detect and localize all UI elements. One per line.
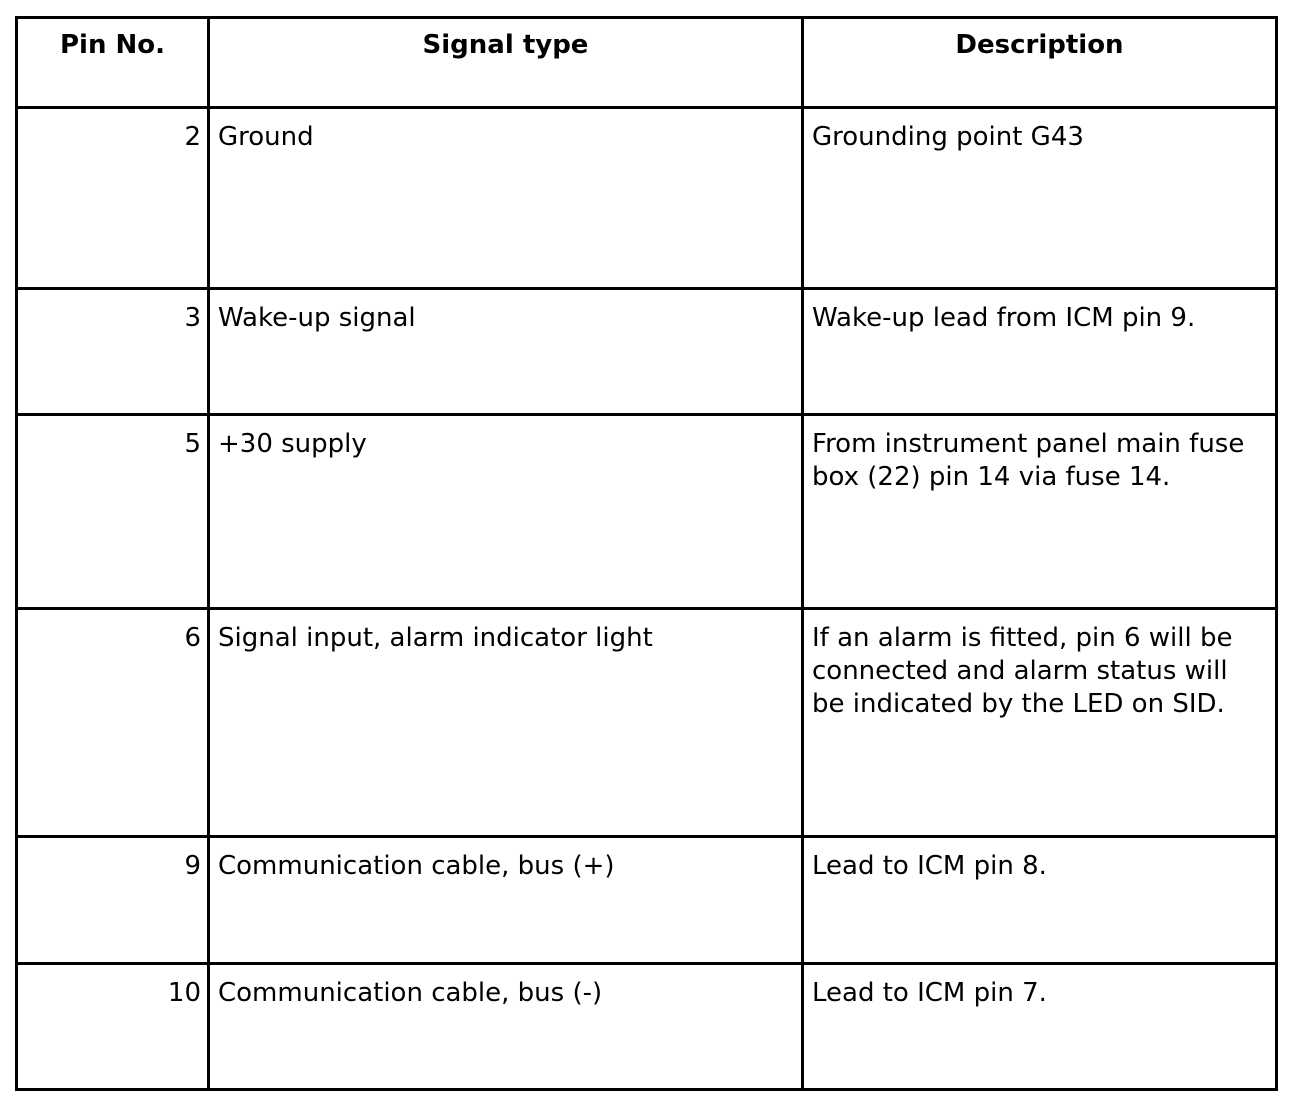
header-pin-no: Pin No. [17, 18, 209, 108]
table-row [17, 108, 1277, 289]
header-signal-type: Signal type [209, 18, 803, 108]
pin-number: 6 [17, 609, 209, 837]
description: Grounding point G43 [803, 108, 1277, 289]
table-row [17, 609, 1277, 837]
pin-number: 2 [17, 108, 209, 289]
pin-number: 10 [17, 964, 209, 1090]
pin-number: 9 [17, 837, 209, 964]
header-description: Description [803, 18, 1277, 108]
table-row [17, 964, 1277, 1090]
table-header-row [17, 18, 1277, 108]
signal-type: Communication cable, bus (+) [209, 837, 803, 964]
description: Wake-up lead from ICM pin 9. [803, 289, 1277, 415]
table-row [17, 289, 1277, 415]
description: From instrument panel main fuse box (22) pin 14 via fuse 14. [803, 415, 1277, 609]
signal-type: Ground [209, 108, 803, 289]
table-row [17, 837, 1277, 964]
description: Lead to ICM pin 7. [803, 964, 1277, 1090]
pin-number: 5 [17, 415, 209, 609]
table-row [17, 415, 1277, 609]
signal-type: Signal input, alarm indicator light [209, 609, 803, 837]
description: If an alarm is fitted, pin 6 will be connected and alarm status will be indicated by the LED on SID. [803, 609, 1277, 837]
signal-type: +30 supply [209, 415, 803, 609]
signal-type: Wake-up signal [209, 289, 803, 415]
signal-type: Communication cable, bus (-) [209, 964, 803, 1090]
pin-number: 3 [17, 289, 209, 415]
description: Lead to ICM pin 8. [803, 837, 1277, 964]
pin-assignment-table [15, 16, 1278, 1091]
